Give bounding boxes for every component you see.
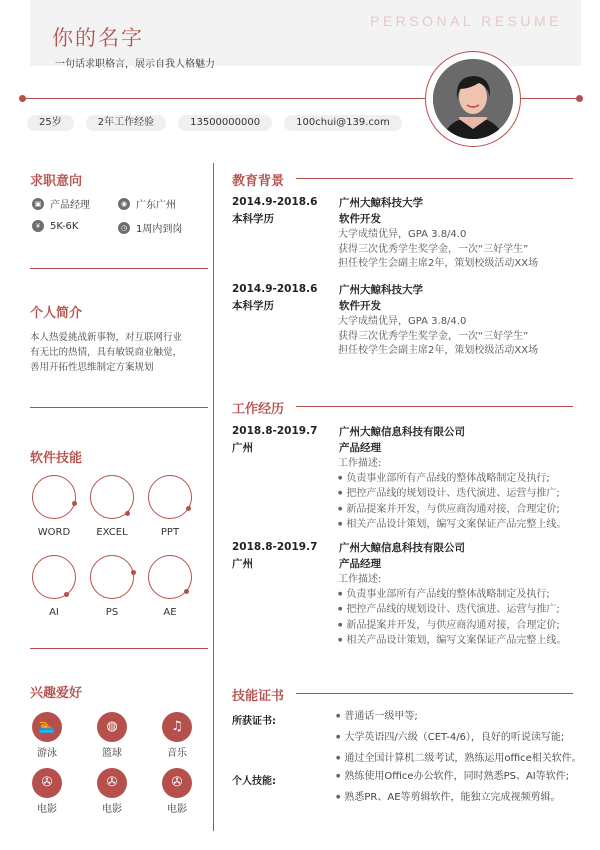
edu-line: 获得三次优秀学生奖学金，一次“三好学生” bbox=[338, 330, 529, 342]
education-entry bbox=[232, 281, 592, 359]
hobby-label: 音乐 bbox=[167, 748, 187, 759]
resume-title-en: PERSONAL RESUME bbox=[369, 13, 562, 29]
work-role: 产品经理 bbox=[339, 557, 381, 570]
skill-label: PPT bbox=[160, 527, 180, 538]
film-icon: ✇ bbox=[32, 768, 62, 798]
skill-item: ● 熟悉PR、AE等剪辑软件，能独立完成视频剪辑。 bbox=[336, 788, 569, 809]
intent-salary-text: 5K-6K bbox=[50, 220, 79, 232]
intent-availability-text: 1周内到岗 bbox=[136, 224, 183, 235]
section-title-profile: 个人简介 bbox=[30, 306, 83, 321]
personal-skills-label: 个人技能: bbox=[232, 776, 276, 787]
skill-ring-ai bbox=[32, 555, 76, 599]
edu-line: 大学成绩优异，GPA 3.8/4.0 bbox=[338, 229, 467, 240]
skill-level-marker bbox=[186, 506, 191, 511]
section-title-hobbies: 兴趣爱好 bbox=[30, 686, 83, 701]
skill-item: ● 熟练使用Office办公软件，同时熟悉PS、AI等软件; bbox=[336, 767, 569, 788]
skill-ring-ppt bbox=[148, 475, 192, 519]
intent-salary bbox=[32, 220, 78, 232]
intent-position-text: 产品经理 bbox=[50, 200, 90, 211]
swimming-icon: 🏊 bbox=[32, 712, 62, 742]
skill-level-marker bbox=[131, 570, 136, 575]
edu-line: 担任校学生会副主席2年，策划校级活动XX场 bbox=[338, 258, 539, 269]
award-item: ● 大学英语四/六级（CET-4/6），良好的听说读写能; bbox=[336, 728, 582, 749]
info-chips bbox=[27, 115, 402, 131]
divider-education bbox=[296, 178, 573, 179]
hobby-label: 篮球 bbox=[102, 748, 122, 759]
edu-line: 担任校学生会副主席2年，策划校级活动XX场 bbox=[338, 345, 539, 356]
skill-ring-ps bbox=[90, 555, 134, 599]
education-entry bbox=[232, 194, 592, 272]
phone-chip: 13500000000 bbox=[178, 115, 272, 131]
divider-software bbox=[30, 648, 208, 649]
work-bullet: ● 负责事业部所有产品线的整体战略制定及执行; bbox=[338, 588, 592, 604]
edu-date: 2014.9-2018.6 bbox=[232, 283, 318, 295]
award-item: ● 通过全国计算机二级考试，熟练运用office相关软件。 bbox=[336, 749, 582, 770]
film-icon: ✇ bbox=[162, 768, 192, 798]
skill-label: AE bbox=[163, 607, 177, 618]
work-date: 2018.8-2019.7 bbox=[232, 425, 318, 437]
hobby-label: 游泳 bbox=[37, 748, 57, 759]
work-date: 2018.8-2019.7 bbox=[232, 541, 318, 553]
profile-text bbox=[30, 330, 210, 375]
skill-label: EXCEL bbox=[96, 527, 128, 538]
section-title-job-intent: 求职意向 bbox=[30, 174, 83, 189]
section-title-software: 软件技能 bbox=[30, 451, 83, 466]
work-bullet: ● 把控产品线的规划设计、迭代演进、运营与推广; bbox=[338, 603, 592, 619]
candidate-name: 你的名字 bbox=[52, 26, 144, 50]
intent-location-text: 广东广州 bbox=[136, 200, 176, 211]
edu-line: 获得三次优秀学生奖学金，一次“三好学生” bbox=[338, 243, 529, 255]
experience-chip: 2年工作经验 bbox=[86, 115, 166, 131]
column-divider bbox=[213, 163, 214, 831]
work-bullet: ● 新品提案并开发，与供应商沟通对接，合理定价; bbox=[338, 503, 592, 519]
briefcase-icon: ▣ bbox=[32, 198, 44, 210]
clock-icon: ◷ bbox=[118, 222, 130, 234]
work-entry bbox=[232, 539, 592, 650]
divider-certs bbox=[296, 693, 573, 694]
skill-level-marker bbox=[72, 501, 77, 506]
location-icon: ◉ bbox=[118, 198, 130, 210]
edu-school: 广州大鲸科技大学 bbox=[339, 283, 423, 296]
work-company: 广州大鲸信息科技有限公司 bbox=[339, 541, 465, 554]
work-city: 广州 bbox=[232, 557, 253, 570]
age-chip: 25岁 bbox=[27, 115, 74, 131]
work-desc-label: 工作描述: bbox=[338, 458, 382, 469]
music-icon: ♫ bbox=[162, 712, 192, 742]
film-icon: ✇ bbox=[97, 768, 127, 798]
skill-level-marker bbox=[125, 511, 130, 516]
work-role: 产品经理 bbox=[339, 441, 381, 454]
work-bullet: ● 相关产品设计策划，编写文案保证产品完整上线。 bbox=[338, 518, 592, 534]
skill-label: AI bbox=[49, 607, 59, 618]
email-chip: 100chui@139.com bbox=[284, 115, 402, 131]
work-entry bbox=[232, 423, 592, 534]
section-title-work: 工作经历 bbox=[232, 402, 285, 417]
divider-work bbox=[296, 406, 573, 407]
work-company: 广州大鲸信息科技有限公司 bbox=[339, 425, 465, 438]
work-bullet: ● 新品提案并开发，与供应商沟通对接，合理定价; bbox=[338, 619, 592, 635]
edu-school: 广州大鲸科技大学 bbox=[339, 196, 423, 209]
award-item: ● 普通话一级甲等; bbox=[336, 707, 582, 728]
profile-line: 有无比的热情，具有敏锐商业触觉， bbox=[30, 347, 183, 358]
skill-level-marker bbox=[64, 592, 69, 597]
edu-degree: 本科学历 bbox=[232, 299, 274, 312]
money-icon: ¥ bbox=[32, 220, 44, 232]
divider-dot-left bbox=[19, 95, 26, 102]
section-title-education: 教育背景 bbox=[232, 174, 285, 189]
divider-dot-right bbox=[576, 95, 583, 102]
work-bullet: ● 相关产品设计策划，编写文案保证产品完整上线。 bbox=[338, 634, 592, 650]
hobby-label: 电影 bbox=[37, 804, 57, 815]
motto: 一句话求职格言，展示自我人格魅力 bbox=[55, 59, 215, 70]
work-bullet: ● 把控产品线的规划设计、迭代演进、运营与推广; bbox=[338, 487, 592, 503]
skill-ring-excel bbox=[90, 475, 134, 519]
divider-profile bbox=[30, 407, 208, 408]
profile-line: 善用开拓性思维制定方案规划 bbox=[30, 362, 154, 373]
skill-label: PS bbox=[105, 607, 119, 618]
skill-ring-ae bbox=[148, 555, 192, 599]
edu-degree: 本科学历 bbox=[232, 212, 274, 225]
profile-line: 本人热爱挑战新事物，对互联网行业 bbox=[30, 332, 183, 343]
hobby-label: 电影 bbox=[167, 804, 187, 815]
section-title-certs: 技能证书 bbox=[232, 689, 285, 704]
divider-job-intent bbox=[30, 268, 208, 269]
intent-availability bbox=[118, 220, 182, 235]
intent-position bbox=[32, 196, 90, 211]
work-city: 广州 bbox=[232, 441, 253, 454]
edu-line: 大学成绩优异，GPA 3.8/4.0 bbox=[338, 316, 467, 327]
skill-level-marker bbox=[184, 589, 189, 594]
awards-label: 所获证书: bbox=[232, 716, 276, 727]
intent-location bbox=[118, 196, 176, 211]
edu-date: 2014.9-2018.6 bbox=[232, 196, 318, 208]
edu-major: 软件开发 bbox=[339, 212, 381, 225]
avatar-photo bbox=[433, 59, 513, 139]
hobby-label: 电影 bbox=[102, 804, 122, 815]
awards-list bbox=[336, 707, 582, 770]
work-bullet: ● 负责事业部所有产品线的整体战略制定及执行; bbox=[338, 472, 592, 488]
work-desc-label: 工作描述: bbox=[338, 574, 382, 585]
portrait-icon bbox=[433, 59, 513, 139]
skill-ring-word bbox=[32, 475, 76, 519]
personal-skills-list bbox=[336, 767, 569, 809]
skill-label: WORD bbox=[37, 527, 71, 538]
edu-major: 软件开发 bbox=[339, 299, 381, 312]
basketball-icon: ◍ bbox=[97, 712, 127, 742]
